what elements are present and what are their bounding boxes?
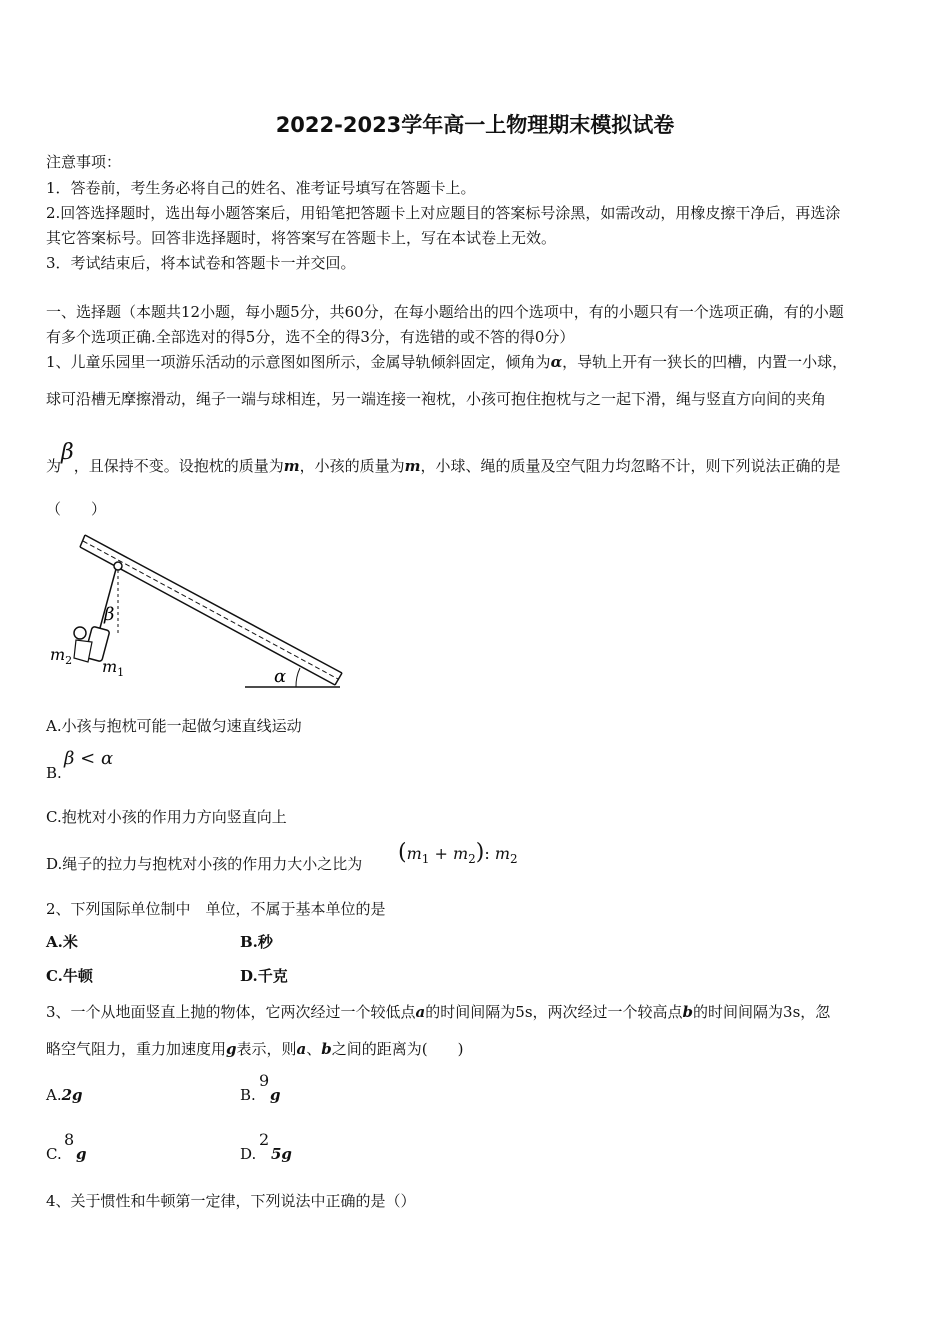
q3-option-b-label: B.: [240, 1086, 256, 1104]
q2-stem: 2、下列国际单位制中 单位，不属于基本单位的是: [46, 900, 386, 918]
q3-option-c-label: C.: [46, 1145, 62, 1163]
notice-heading: 注意事项：: [46, 153, 122, 171]
q3-option-c-g: g: [76, 1145, 87, 1163]
child-head: [74, 627, 86, 639]
notice-item-3: 3．考试结束后，将本试卷和答题卡一并交回。: [46, 254, 356, 272]
q2-option-c: C.牛顿: [46, 967, 93, 985]
q1-option-d-expr: $(m_1 + m_2)$: $m_2$: [398, 840, 518, 867]
notice-item-1: 1．答卷前，考生务必将自己的姓名、准考证号填写在答题卡上。: [46, 179, 476, 197]
notice-item-2-cont: 其它答案标号。回答非选择题时，将答案写在答题卡上，写在本试卷上无效。: [46, 229, 557, 247]
q1-stem-line-2: 球可沿槽无摩擦滑动，绳子一端与球相连，另一端连接一袍枕，小孩可抱住抱枕与之一起下滑，绳与竖直方向间的夹角: [46, 390, 827, 408]
section-header-line-1: 一、选择题（本题共12小题，每小题5分，共60分，在每小题给出的四个选项中，有的小题只有一个选项正确，有的小题: [46, 303, 844, 321]
q3-stem-line-1: 3、一个从地面竖直上抛的物体，它两次经过一个较低点a的时间间隔为5s，两次经过一个较高点b的时间间隔为3s，忽: [46, 1003, 831, 1021]
q2-option-a: A.米: [46, 933, 78, 951]
q1-stem-line-3: 为β，且保持不变。设抱枕的质量为m，小孩的质量为m，小球、绳的质量及空气阻力均忽略不计，则下列说法正确的是: [46, 440, 841, 475]
q2-option-d: D.千克: [240, 967, 288, 985]
alpha-arc: [296, 668, 300, 687]
q1-stem-line-1: 1、儿童乐园里一项游乐活动的示意图如图所示，金属导轨倾斜固定，倾角为α，导轨上开有一狭长的凹槽，内置一小球，: [46, 353, 848, 371]
incline-figure: [40, 528, 360, 698]
m2-label: $m_2$: [50, 645, 73, 667]
m1-label: $m_1$: [102, 657, 125, 679]
metal-rail: [80, 535, 342, 685]
page-title: 2022-2023学年高一上物理期末模拟试卷: [275, 113, 675, 137]
notice-item-2: 2.回答选择题时，选出每小题答案后，用铅笔把答题卡上对应题目的答案标号涂黑，如需改动，用橡皮擦干净后，再选涂: [46, 204, 841, 222]
q3-option-d-label: D.: [240, 1145, 257, 1163]
beta-symbol: β: [61, 440, 74, 465]
alpha-label: α: [274, 666, 287, 687]
q3-option-b-g: g: [270, 1086, 281, 1104]
q4-stem: 4、关于惯性和牛顿第一定律，下列说法中正确的是（）: [46, 1192, 416, 1210]
q1-option-c: C.抱枕对小孩的作用力方向竖直向上: [46, 808, 287, 826]
q1-answer-paren: （ ）: [46, 500, 107, 518]
q1-option-b-expr: β < α: [64, 748, 114, 769]
beta-label: β: [104, 604, 115, 625]
q3-option-c-num: 8: [64, 1130, 75, 1149]
section-header-line-2: 有多个选项正确.全部选对的得5分，选不全的得3分，有选错的或不答的得0分）: [46, 328, 575, 346]
q1-option-b-label: B.: [46, 764, 62, 782]
ball: [114, 562, 122, 570]
q3-option-d-num: 2: [259, 1130, 270, 1149]
q3-option-b-num: 9: [259, 1071, 270, 1090]
q3-stem-line-2: 略空气阻力，重力加速度用g表示，则a、b之间的距离为( ): [46, 1040, 464, 1058]
q3-option-a: A.2g: [46, 1086, 83, 1104]
q3-option-d-val: 5g: [271, 1145, 292, 1163]
q1-option-a: A.小孩与抱枕可能一起做匀速直线运动: [46, 717, 302, 735]
q1-option-d: D.绳子的拉力与抱枕对小孩的作用力大小之比为: [46, 855, 363, 873]
q2-option-b: B.秒: [240, 933, 273, 951]
alpha-symbol: α: [550, 353, 563, 371]
